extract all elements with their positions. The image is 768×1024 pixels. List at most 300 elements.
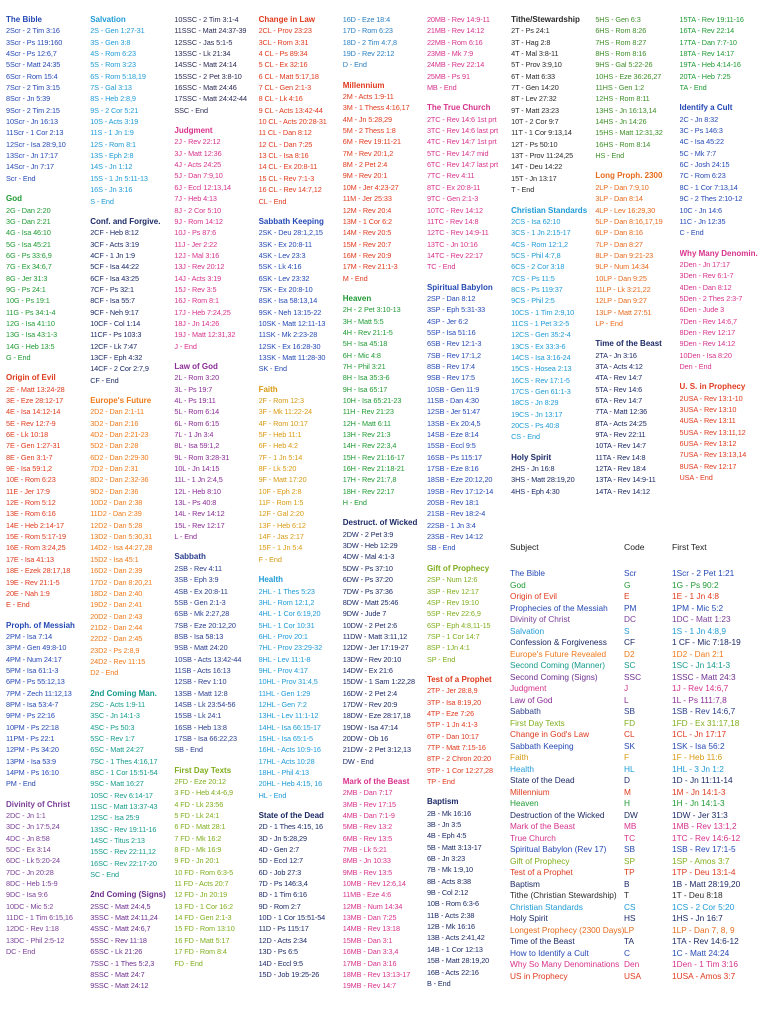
index-first-text: 1DW - Jer 31:3	[672, 809, 728, 820]
verse-reference: 19J - Matt 12:31,32	[174, 330, 236, 340]
index-first-text: 1T - Deu 8:18	[672, 890, 723, 900]
verse-reference: 7DW - Ps 37:36	[342, 586, 393, 596]
verse-reference: 10SSC - 2 Tim 3:1-4	[174, 15, 239, 24]
verse-reference: 5CS - Phil 4:7,8	[511, 250, 561, 260]
verse-reference: 7Scr - 2 Tim 3:15	[6, 83, 60, 93]
verse-reference: 7DC - Jn 20:28	[6, 867, 54, 877]
index-row	[510, 879, 760, 891]
verse-reference: 10Den - Isa 8:20	[679, 350, 732, 360]
verse-reference: 21DW - 2 Pet 3:12,13	[342, 745, 411, 755]
verse-reference: 15D - Job 19:25-26	[258, 969, 320, 979]
verse-reference: 6T - Matt 6:33	[511, 71, 556, 81]
verse-reference: 12J - Mal 3:16	[174, 250, 220, 260]
verse-reference: 5 FD - Lk 24:1	[174, 811, 220, 821]
verse-reference: 6C - Josh 24:15	[679, 160, 730, 170]
verse-reference: 11HL - Gen 1:29	[258, 688, 311, 698]
verse-reference: 7MB - Lk 5:21	[342, 845, 387, 855]
topic-heading: Spiritual Babylon	[426, 282, 493, 292]
index-row	[510, 948, 760, 960]
verse-reference: 13TC - Jn 10:16	[426, 239, 478, 249]
verse-reference: 8DC - Heb 1:5-9	[6, 879, 58, 889]
verse-reference: 14CS - Isa 3:16-24	[511, 352, 571, 362]
verse-reference: 20HL - Heb 4:15, 16	[258, 779, 323, 789]
verse-reference: 15SC - Rev 22:11,12	[90, 847, 156, 857]
verse-reference: 7USA - Rev 13:13,14	[679, 450, 747, 460]
verse-reference: 2E - Matt 13:24-28	[6, 384, 65, 394]
index-row	[510, 913, 760, 925]
index-first-text: 1PM - Mic 5:2	[672, 602, 724, 613]
index-code: S	[624, 625, 630, 636]
verse-reference: 9TA - Rev 22:11	[595, 430, 646, 440]
verse-reference: 15 FD - Rom 13:10	[174, 924, 235, 934]
verse-reference: 5SC - Rev 1:7	[90, 733, 135, 743]
index-row	[510, 810, 760, 822]
verse-reference: 7F - 1 Jn 5:14	[258, 452, 303, 462]
verse-reference: 4S - Rom 6:23	[90, 49, 136, 59]
index-subject: Mark of the Beast	[510, 821, 576, 831]
verse-reference: 12TA - Rev 18:4	[595, 464, 646, 474]
index-code: PM	[624, 602, 637, 613]
verse-reference: 3CL - Rom 3:31	[258, 37, 309, 47]
verse-reference: 17SB - Eze 8:16	[426, 464, 479, 474]
verse-reference: 8Scr - Jn 5:39	[6, 94, 51, 104]
verse-reference: 7Den - Rev 14:6,7	[679, 316, 738, 326]
index-code: G	[624, 579, 631, 590]
verse-reference: 8SK - Isa 58:13,14	[258, 296, 318, 306]
index-subject: Baptism	[510, 878, 540, 889]
verse-reference: 2SC - Acts 1:9-11	[90, 699, 146, 709]
index-subject: Test of a Prophet	[510, 867, 573, 877]
verse-reference: 5SK - Lk 4:16	[258, 262, 302, 272]
topic-section	[90, 14, 174, 207]
topic-section	[343, 14, 427, 71]
verse-reference: 2B - Mk 16:16	[426, 808, 472, 818]
index-row	[510, 741, 760, 753]
topic-column	[174, 14, 258, 1020]
verse-reference: 11 FD - Acts 20:7	[174, 879, 229, 889]
topic-section	[6, 193, 90, 363]
verse-reference: 9SB - Rev 17:5	[426, 373, 476, 383]
verse-reference: 10T - 2 Cor 9:7	[511, 117, 559, 127]
index-first-text: 1LP - Dan 7, 8, 9	[672, 924, 735, 935]
index-subject: US in Prophecy	[510, 970, 568, 981]
verse-reference: 4MB - Dan 7:1-9	[342, 811, 395, 821]
index-first-text: 1TC - Rev 14:6-12	[672, 832, 741, 843]
index-code: C	[624, 947, 630, 958]
index-row	[510, 971, 760, 983]
index-code: HL	[624, 763, 635, 774]
topic-section	[427, 563, 511, 665]
verse-reference: DW - End	[342, 756, 374, 766]
topic-section	[259, 216, 343, 375]
verse-reference: 3L - Ps 19:7	[174, 384, 213, 394]
verse-reference: 11B - Acts 2:38	[426, 910, 475, 920]
verse-reference: 4SK - Lev 23:3	[258, 250, 306, 260]
verse-reference: 11DW - Matt 3:11,12	[342, 631, 408, 641]
verse-reference: 11F - Rom 1:5	[258, 498, 304, 508]
verse-reference: 5SP - Isa 51:16	[426, 327, 476, 337]
index-subject: True Church	[510, 832, 556, 843]
verse-reference: 16TA - Rev 22:14	[679, 26, 735, 36]
verse-reference: 17SSC - Matt 24:42-44	[174, 94, 247, 104]
index-code: DW	[624, 809, 638, 820]
verse-reference: 12DC - Rev 1:18	[6, 924, 59, 934]
index-first-text: 1Den - 1 Tim 3:16	[672, 959, 738, 969]
verse-reference: 12B - Mk 16:16	[426, 922, 476, 932]
verse-reference: 13E - Rom 6:16	[6, 509, 56, 519]
verse-reference: 3E - Eze 28:12-17	[6, 396, 64, 405]
verse-reference: 6D2 - Dan 2:29-30	[90, 452, 149, 462]
verse-reference: 2HS - Jn 16:8	[511, 464, 555, 474]
verse-reference: 6SC - Matt 24:27	[90, 745, 144, 755]
verse-reference: 18DW - Eze 28:17,18	[342, 711, 411, 721]
index-subject: Destruction of the Wicked	[510, 809, 605, 820]
verse-reference: 24D2 - Rev 11:15	[90, 656, 146, 666]
verse-reference: 13G - Isa 43:1-3	[6, 330, 58, 340]
verse-reference: SP - End	[426, 654, 456, 664]
verse-reference: 13CF - Eph 4:32	[90, 352, 143, 362]
index-first-text: 1FD - Ex 31:17,18	[672, 717, 740, 728]
verse-reference: 6Den - Jude 3	[679, 305, 725, 315]
topic-section	[6, 372, 90, 610]
index-row	[510, 752, 760, 764]
verse-reference: 8G - Jer 31:3	[6, 273, 48, 283]
verse-reference: 12 CL - Dan 7:25	[258, 139, 313, 149]
verse-reference: 4G - Isa 46:10	[6, 228, 51, 238]
verse-reference: 4CS - Rom 12:1,2	[511, 239, 568, 249]
index-body	[510, 568, 760, 982]
verse-reference: 10SC - Rev 6:14-17	[90, 790, 153, 800]
verse-reference: L - End	[174, 532, 197, 542]
index-code: T	[624, 890, 630, 900]
index-code: DC	[624, 614, 636, 624]
verse-reference: 9B - Col 2:12	[426, 888, 469, 898]
index-code: F	[624, 752, 630, 762]
verse-reference: 16MB - Dan 3:3,4	[342, 947, 399, 957]
verse-reference: 17TA - Dan 7:7-10	[679, 37, 737, 47]
verse-reference: 10TC - Rev 14:12	[426, 205, 483, 215]
verse-reference: 8HS - Rom 8:16	[595, 49, 647, 59]
verse-reference: 10L - Jn 14:15	[174, 464, 220, 474]
index-subject: Second Coming (Signs)	[510, 671, 598, 682]
verse-reference: 21MB - Rev 14:12	[426, 26, 485, 36]
verse-reference: 17CS - Gen 61:1-3	[511, 387, 571, 396]
index-subject: Christian Standards	[510, 901, 583, 912]
verse-reference: 3SC - Jn 14:1-3	[90, 711, 140, 721]
verse-reference: 10SK - Matt 12:11-13	[258, 318, 326, 328]
verse-reference: 16HS - Rom 8:14	[595, 139, 651, 149]
verse-reference: 5SSC - Rev 11:18	[90, 935, 147, 945]
index-subject: Prophecies of the Messiah	[510, 602, 608, 613]
verse-reference: 18D2 - Dan 2:40	[90, 588, 143, 598]
verse-reference: 8M - 2 Pet 2:4	[342, 160, 388, 170]
verse-reference: 17E - Isa 41:13	[6, 554, 54, 564]
verse-reference: 3SK - Ex 20:8-11	[258, 239, 312, 249]
verse-reference: 9H - Isa 65:17	[342, 384, 388, 394]
index-header-row	[510, 542, 760, 568]
verse-reference: 3M - 1 Thess 4:16,17	[342, 103, 410, 113]
verse-reference: 13M - 1 Cor 6:2	[342, 216, 392, 226]
verse-reference: 3LP - Dan 8:14	[595, 194, 643, 204]
index-code: TC	[624, 832, 636, 843]
verse-reference: 10HS - Eze 36:26,27	[595, 71, 662, 81]
topic-heading: The Bible	[6, 15, 43, 24]
verse-reference: 11TA - Rev 14:8	[595, 452, 646, 462]
verse-reference: 7HL - Prov 23:29-32	[258, 643, 323, 653]
verse-reference: 7D2 - Dan 2:31	[90, 464, 139, 474]
verse-reference: 8LP - Dan 9:21-23	[595, 250, 654, 260]
index-first-text: 1M - Jn 14:1-3	[672, 786, 726, 797]
verse-reference: 2T - Ps 24:1	[511, 26, 550, 36]
verse-reference: 4J - Acts 24:25	[174, 160, 222, 170]
verse-reference: 10CF - Col 1:14	[90, 318, 141, 328]
verse-reference: 9D - Rom 2:7	[258, 901, 301, 911]
verse-reference: 7T - Gen 14:20	[511, 83, 559, 93]
verse-reference: 7SB - Eze 20:12,20	[174, 620, 236, 630]
verse-reference: 9PM - Ps 22:16	[6, 711, 55, 721]
verse-reference: 3B - Jn 3:5	[426, 820, 462, 830]
index-first-text: 1SSC - Matt 24:3	[672, 671, 736, 682]
verse-reference: 13 FD - 1 Cor 16:2	[174, 901, 234, 911]
index-row	[510, 890, 760, 902]
topic-heading: Heaven	[342, 293, 372, 303]
topic-section	[343, 776, 427, 992]
verse-reference: 17D - Rom 6:23	[342, 26, 393, 36]
verse-reference: 5Den - 2 Thes 2:3-7	[679, 293, 743, 303]
topic-heading: Faith	[258, 384, 278, 394]
verse-reference: 14TA - Rev 14:12	[595, 486, 650, 496]
index-row	[510, 833, 760, 845]
verse-reference: 8E - Gen 3:1-7	[6, 452, 53, 462]
verse-reference: C - End	[679, 228, 704, 238]
topic-section	[259, 384, 343, 566]
verse-reference: 3SSC - Matt 24:11,24	[90, 913, 158, 923]
verse-reference: 2SP - Dan 8:12	[426, 293, 476, 303]
verse-reference: CS - End	[511, 432, 540, 442]
verse-reference: 7CS - Ps 11:5	[511, 273, 555, 283]
verse-reference: 5E - Rev 12:7-9	[6, 418, 56, 428]
index-subject: Change in God's Law	[510, 729, 590, 739]
index-subject: Gift of Prophecy	[510, 855, 570, 866]
verse-reference: 3DC - Jn 17:5,24	[6, 822, 60, 832]
verse-reference: 3D - Jn 5:28,29	[258, 833, 307, 843]
verse-reference: 14M - Rev 20:5	[342, 228, 392, 238]
index-row	[510, 649, 760, 661]
verse-reference: 9SK - Neh 13:15-22	[258, 307, 322, 317]
verse-reference: 13HS - Jn 16:13,14	[595, 105, 657, 115]
verse-reference: 14T - Deu 14:22	[511, 162, 563, 172]
verse-reference: 10C - Jn 14:6	[679, 205, 723, 215]
verse-reference: 11L - 1 Jn 2:4,5	[174, 475, 223, 485]
index-row	[510, 568, 760, 580]
verse-reference: 14H - Rev 22:3,4	[342, 441, 397, 451]
verse-reference: 9F - Matt 17:20	[258, 475, 307, 485]
verse-reference: 10DC - Mic 5:2	[6, 901, 54, 911]
verse-reference: 3G - Dan 2:21	[6, 216, 51, 226]
verse-reference: 8J - 2 Cor 5:10	[174, 205, 222, 215]
verse-reference: 10LP - Dan 9:25	[595, 273, 647, 283]
index-row	[510, 626, 760, 638]
verse-reference: 10D2 - Dan 2:38	[90, 498, 143, 508]
verse-reference: 20E - Nah 1:9	[6, 588, 50, 598]
verse-reference: 4SP - Jer 6:2	[426, 316, 469, 326]
verse-reference: 18D - 2 Tim 4:7,8	[342, 37, 398, 47]
verse-reference: 6J - Eccl 12:13,14	[174, 182, 231, 192]
topic-section	[427, 102, 511, 272]
verse-reference: 7TP - Matt 7:15-16	[426, 742, 486, 752]
verse-reference: SK - End	[258, 364, 287, 374]
index-row	[510, 706, 760, 718]
verse-reference: 19MB - Rev 14:7	[342, 981, 397, 991]
verse-reference: 8C - 1 Cor 7:13,14	[679, 182, 738, 192]
verse-reference: 9Scr - 2 Tim 2:15	[6, 105, 60, 115]
verse-reference: 14SB - Eze 8:14	[426, 430, 479, 440]
verse-reference: 16S - Jn 3:16	[90, 185, 133, 195]
verse-reference: 9SSC - Matt 24:12	[90, 981, 149, 991]
verse-reference: 14F - Jas 2:17	[258, 532, 304, 542]
verse-reference: 2DC - Jn 1:1	[6, 811, 46, 821]
verse-reference: 8PM - Isa 53:4-7	[6, 699, 59, 709]
verse-reference: 16DW - 2 Pet 2:4	[342, 688, 398, 698]
verse-reference: 12T - Ps 50:10	[511, 139, 558, 149]
topic-heading: Identify a Cult	[679, 103, 733, 113]
verse-reference: 11TC - Rev 14:8	[426, 216, 479, 226]
verse-reference: 5TA - Rev 14:6	[595, 384, 643, 394]
verse-reference: 2TP - Jer 28:8,9	[426, 686, 478, 696]
verse-reference: 3SP - Eph 5:31-33	[426, 305, 486, 315]
index-code: LP	[624, 924, 635, 935]
verse-reference: 3H - Matt 5:5	[342, 316, 384, 326]
index-code: SB	[624, 844, 636, 854]
verse-reference: 4 FD - Lk 23:56	[174, 799, 224, 809]
verse-reference: 13H - Rev 21:3	[342, 430, 391, 440]
index-code: SK	[624, 740, 636, 751]
verse-reference: 12M - Rev 20:4	[342, 205, 392, 215]
verse-reference: 7S - Gal 3:13	[90, 83, 132, 93]
verse-reference: 9M - Rev 20:1	[342, 171, 388, 181]
index-subject: Confession & Forgiveness	[510, 637, 607, 647]
verse-reference: 2G - Dan 2:20	[6, 205, 51, 215]
verse-reference: 8MB - Jn 10:33	[342, 856, 391, 866]
index-row	[510, 591, 760, 603]
index-code: B	[624, 878, 630, 889]
topic-heading: The True Church	[426, 103, 491, 113]
verse-reference: 6MB - Rev 13:5	[342, 833, 393, 843]
verse-reference: 5 CL - Ex 32:16	[258, 60, 308, 70]
verse-reference: 12PM - Ps 34:20	[6, 745, 59, 755]
topic-heading: U. S. in Prophecy	[679, 382, 746, 392]
verse-reference: 11SB - Dan 4:30	[426, 396, 479, 405]
topic-heading: Health	[258, 575, 284, 585]
topic-heading: Baptism	[426, 797, 459, 807]
topic-heading: 2nd Coming (Signs)	[90, 890, 166, 900]
verse-reference: 6CS - 2 Cor 3:18	[511, 262, 565, 272]
topic-heading: Salvation	[90, 15, 126, 24]
verse-reference: 5L - Rom 6:14	[174, 407, 220, 417]
verse-reference: 7B - Mk 1:9,10	[426, 865, 473, 875]
verse-reference: 10PM - Ps 22:18	[6, 722, 59, 732]
verse-reference: 2LP - Dan 7:9,10	[595, 182, 649, 192]
verse-reference: F - End	[258, 554, 282, 564]
topic-heading: Time of the Beast	[595, 339, 662, 349]
topic-heading: Conf. and Forgive.	[90, 216, 161, 226]
verse-reference: 2S - Gen 1:27-31	[90, 26, 145, 36]
index-row	[510, 764, 760, 776]
verse-reference: 5DW - Ps 37:10	[342, 563, 393, 573]
verse-reference: 8D - 1 Tim 6:16	[258, 890, 307, 900]
verse-reference: 5G - Isa 45:21	[6, 239, 51, 249]
topic-column	[259, 14, 343, 1020]
verse-reference: 17M - Rev 21:1-3	[342, 262, 398, 272]
verse-reference: 5B - Matt 3:13-17	[426, 842, 482, 852]
topic-section	[259, 574, 343, 801]
verse-reference: 7C - Rom 6:23	[679, 171, 726, 181]
verse-reference: 4Den - Dan 8:12	[679, 282, 732, 292]
verse-reference: 14L - Rev 14:12	[174, 509, 225, 519]
topic-heading: Mark of the Beast	[342, 777, 410, 786]
verse-reference: 5CF - Isa 44:22	[90, 262, 139, 272]
verse-reference: 3HL - Rom 12:1,2	[258, 597, 315, 607]
verse-reference: 5D - Eccl 12:7	[258, 856, 303, 866]
verse-reference: 15S - 1 Jn 5:11-13	[90, 173, 148, 183]
verse-reference: 6DC - Lk 5:20-24	[6, 856, 60, 866]
verse-reference: 20TA - Heb 7:25	[679, 71, 731, 81]
verse-reference: 11SK - Mk 2:23-28	[258, 330, 318, 340]
topic-section	[680, 102, 764, 238]
verse-reference: 8SB - Rev 17:4	[426, 361, 476, 371]
verse-reference: 20CS - Ps 40:8	[511, 421, 560, 431]
verse-reference: 23D2 - Ps 2:8,9	[90, 645, 140, 655]
index-subject: Law of God	[510, 694, 553, 705]
verse-reference: 6E - Lk 10:18	[6, 430, 49, 440]
verse-reference: 3T - Hag 2:8	[511, 37, 551, 47]
index-row	[510, 936, 760, 948]
verse-reference: 12Scr - Isa 28:9,10	[6, 139, 66, 149]
index-code: M	[624, 786, 631, 797]
index-first-text: 1HS - Jn 16:7	[672, 913, 723, 923]
verse-reference: 7TC - Rev 4:11	[426, 171, 475, 181]
verse-reference: 13F - Heb 6:12	[258, 520, 306, 530]
verse-reference: 2SB - Rev 4:11	[174, 563, 222, 573]
index-row	[510, 798, 760, 810]
verse-reference: 13TA - Rev 14:9-11	[595, 475, 656, 485]
verse-reference: 15M - Rev 20:7	[342, 239, 392, 249]
verse-reference: 10Scr - Jn 16:13	[6, 117, 58, 127]
verse-reference: 11DC - 1 Tim 6:15,16	[6, 913, 73, 923]
verse-reference: 16E - Rom 3:24,25	[6, 543, 66, 553]
topic-section	[174, 125, 258, 352]
verse-reference: 5LP - Dan 8:16,17,19	[595, 216, 663, 226]
verse-reference: 3HS - Matt 28:19,20	[511, 475, 575, 485]
verse-reference: 5MB - Rev 13:2	[342, 822, 393, 832]
verse-reference: 13LP - Matt 27:51	[595, 307, 652, 317]
index-first-text: 1SB - Rev 14:6,7	[672, 706, 736, 716]
verse-reference: 5Scr - Matt 24:35	[6, 60, 61, 70]
verse-reference: 16H - Rev 21:18-21	[342, 464, 405, 474]
verse-reference: 5TC - Rev 14:7 mid	[426, 148, 489, 158]
index-first-text: 1Scr - 2 Pet 1:21	[672, 568, 735, 578]
verse-reference: 5T - Prov 3:9,10	[511, 60, 562, 70]
topic-section	[174, 14, 258, 116]
verse-reference: 8 CL - Lk 4:16	[258, 94, 303, 104]
verse-reference: 6HL - Prov 20:1	[258, 631, 308, 641]
topic-section	[174, 551, 258, 755]
verse-reference: 12HL - Gen 7:2	[258, 699, 307, 709]
index-row	[510, 660, 760, 672]
verse-reference: 9SB - Matt 24:20	[174, 643, 228, 653]
verse-reference: 12SC - Isa 25:9	[90, 813, 140, 823]
verse-reference: 2M - Acts 1:9-11	[342, 92, 394, 102]
